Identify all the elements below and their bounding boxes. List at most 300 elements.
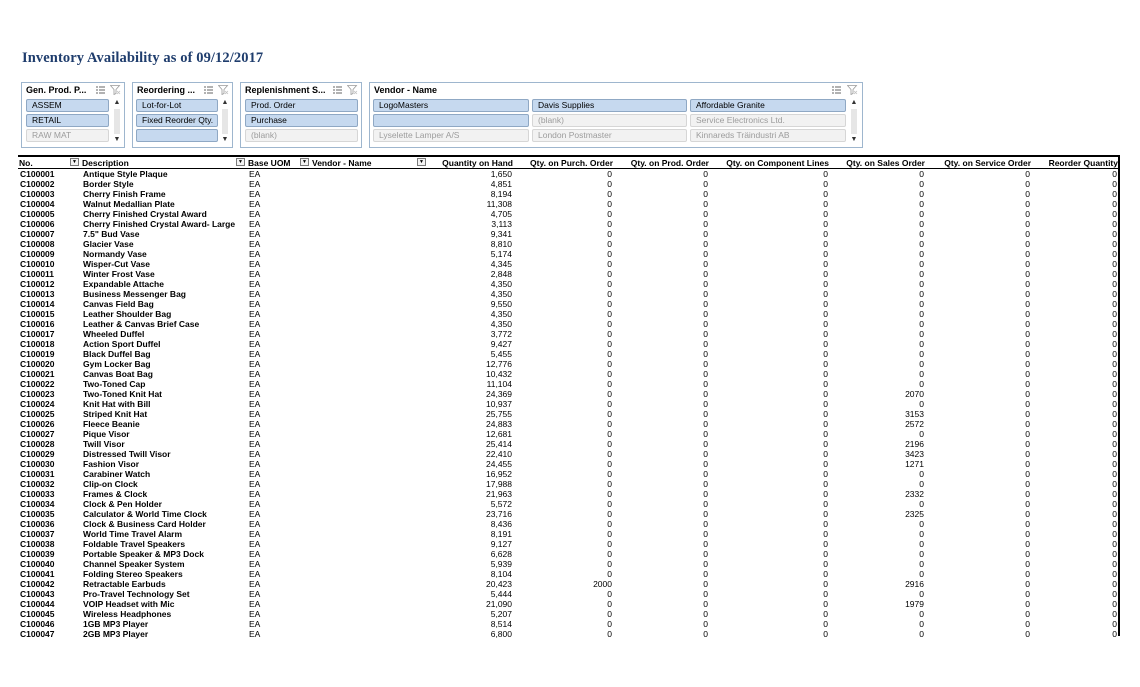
table-cell[interactable]: C100037 [20, 529, 55, 539]
table-cell[interactable]: C100032 [20, 479, 55, 489]
table-cell[interactable]: 0 [1112, 179, 1117, 189]
table-cell[interactable]: C100011 [20, 269, 55, 279]
table-cell[interactable]: 0 [1112, 439, 1117, 449]
table-cell[interactable]: C100036 [20, 519, 55, 529]
table-cell[interactable]: 0 [919, 289, 924, 299]
table-cell[interactable]: C100018 [20, 339, 55, 349]
table-cell[interactable]: 0 [919, 469, 924, 479]
table-cell[interactable]: 0 [823, 359, 828, 369]
table-cell[interactable]: 0 [703, 429, 708, 439]
table-cell[interactable]: EA [249, 429, 261, 439]
table-cell[interactable]: 0 [1025, 519, 1030, 529]
table-cell[interactable]: 0 [1025, 509, 1030, 519]
table-cell[interactable]: 0 [1025, 199, 1030, 209]
table-cell[interactable]: 0 [703, 389, 708, 399]
table-cell[interactable]: Gym Locker Bag [83, 359, 151, 369]
table-cell[interactable]: C100009 [20, 249, 55, 259]
table-cell[interactable]: 0 [1112, 339, 1117, 349]
table-cell[interactable]: 0 [1112, 429, 1117, 439]
table-cell[interactable]: 6,800 [490, 629, 512, 639]
scroll-track[interactable] [114, 109, 120, 134]
table-cell[interactable]: 0 [823, 379, 828, 389]
scroll-down-icon[interactable]: ▼ [113, 136, 121, 143]
scroll-up-icon[interactable]: ▲ [113, 99, 121, 106]
table-cell[interactable]: C100005 [20, 209, 55, 219]
table-cell[interactable]: 0 [919, 339, 924, 349]
table-cell[interactable]: Fleece Beanie [83, 419, 140, 429]
table-cell[interactable]: 10,937 [486, 399, 512, 409]
table-cell[interactable]: C100025 [20, 409, 55, 419]
table-cell[interactable] [311, 289, 428, 299]
table-cell[interactable] [311, 229, 428, 239]
table-cell[interactable]: EA [249, 499, 261, 509]
table-cell[interactable]: EA [249, 379, 261, 389]
table-cell[interactable]: 0 [607, 599, 612, 609]
table-cell[interactable]: 0 [1025, 339, 1030, 349]
table-cell[interactable]: 0 [1112, 469, 1117, 479]
table-cell[interactable]: Knit Hat with Bill [83, 399, 151, 409]
table-cell[interactable]: 0 [1025, 459, 1030, 469]
table-cell[interactable]: C100028 [20, 439, 55, 449]
table-cell[interactable]: 0 [919, 259, 924, 269]
table-cell[interactable]: 0 [607, 629, 612, 639]
table-cell[interactable]: 0 [703, 379, 708, 389]
table-cell[interactable]: 0 [1025, 429, 1030, 439]
table-cell[interactable]: EA [249, 439, 261, 449]
table-cell[interactable]: 0 [919, 329, 924, 339]
table-cell[interactable]: 0 [1025, 589, 1030, 599]
table-cell[interactable]: 0 [919, 479, 924, 489]
table-cell[interactable]: 12,681 [486, 429, 512, 439]
table-cell[interactable]: 0 [703, 409, 708, 419]
table-cell[interactable]: C100017 [20, 329, 55, 339]
table-cell[interactable]: EA [249, 229, 261, 239]
table-cell[interactable]: 4,350 [490, 279, 512, 289]
table-cell[interactable] [311, 209, 428, 219]
table-cell[interactable]: Folding Stereo Speakers [83, 569, 183, 579]
table-cell[interactable]: 0 [919, 549, 924, 559]
table-cell[interactable]: 0 [1112, 279, 1117, 289]
table-cell[interactable]: 0 [1025, 539, 1030, 549]
table-cell[interactable]: C100003 [20, 189, 55, 199]
table-cell[interactable]: 0 [703, 449, 708, 459]
table-cell[interactable]: C100042 [20, 579, 55, 589]
table-cell[interactable]: 0 [703, 279, 708, 289]
slicer-item[interactable]: Affordable Granite [690, 99, 846, 112]
table-cell[interactable]: 0 [1112, 219, 1117, 229]
table-cell[interactable]: EA [249, 509, 261, 519]
table-cell[interactable]: 0 [607, 479, 612, 489]
table-cell[interactable]: C100012 [20, 279, 55, 289]
table-cell[interactable]: Distressed Twill Visor [83, 449, 171, 459]
table-cell[interactable]: 3423 [905, 449, 924, 459]
table-cell[interactable] [311, 389, 428, 399]
table-cell[interactable]: 9,427 [490, 339, 512, 349]
table-cell[interactable]: 0 [919, 299, 924, 309]
table-cell[interactable]: 0 [823, 579, 828, 589]
table-cell[interactable]: 0 [1112, 169, 1117, 179]
table-cell[interactable]: Black Duffel Bag [83, 349, 151, 359]
table-cell[interactable] [311, 479, 428, 489]
table-cell[interactable]: 0 [1025, 249, 1030, 259]
table-cell[interactable]: C100047 [20, 629, 55, 639]
table-cell[interactable] [311, 269, 428, 279]
table-cell[interactable]: Clock & Business Card Holder [83, 519, 206, 529]
table-cell[interactable]: 0 [703, 259, 708, 269]
table-cell[interactable]: 0 [1025, 179, 1030, 189]
table-cell[interactable]: 0 [703, 479, 708, 489]
table-cell[interactable]: 4,705 [490, 209, 512, 219]
table-cell[interactable]: EA [249, 199, 261, 209]
table-cell[interactable]: 0 [919, 369, 924, 379]
table-cell[interactable]: 0 [703, 339, 708, 349]
multi-select-icon[interactable] [332, 85, 343, 95]
col-header-reorder-quantity[interactable]: Reorder Quantity [1032, 156, 1119, 169]
scroll-down-icon[interactable]: ▼ [221, 136, 229, 143]
table-cell[interactable]: 8,514 [490, 619, 512, 629]
table-cell[interactable]: 20,423 [486, 579, 512, 589]
slicer-item[interactable]: Lyselette Lamper A/S [373, 129, 529, 142]
table-cell[interactable]: EA [249, 409, 261, 419]
table-cell[interactable] [311, 569, 428, 579]
table-cell[interactable]: 0 [1112, 349, 1117, 359]
table-cell[interactable]: 0 [1025, 169, 1030, 179]
table-cell[interactable]: 0 [1025, 409, 1030, 419]
table-cell[interactable]: EA [249, 369, 261, 379]
table-cell[interactable]: 0 [607, 519, 612, 529]
slicer-replenishment-system[interactable] [240, 82, 362, 148]
table-cell[interactable]: 0 [1025, 479, 1030, 489]
table-cell[interactable]: 11,104 [486, 379, 512, 389]
table-cell[interactable]: EA [249, 359, 261, 369]
table-cell[interactable]: 0 [823, 619, 828, 629]
table-cell[interactable]: 3153 [905, 409, 924, 419]
table-cell[interactable]: 0 [1112, 499, 1117, 509]
table-cell[interactable]: EA [249, 399, 261, 409]
table-cell[interactable]: 0 [1112, 369, 1117, 379]
table-cell[interactable] [311, 449, 428, 459]
table-cell[interactable]: 0 [823, 509, 828, 519]
table-cell[interactable]: EA [249, 519, 261, 529]
table-cell[interactable] [311, 579, 428, 589]
table-cell[interactable]: 0 [1025, 579, 1030, 589]
table-cell[interactable]: 0 [919, 209, 924, 219]
table-cell[interactable]: 17,988 [486, 479, 512, 489]
table-cell[interactable]: 11,308 [486, 199, 512, 209]
table-cell[interactable]: 0 [1025, 189, 1030, 199]
table-cell[interactable]: 0 [1025, 499, 1030, 509]
table-cell[interactable]: Clock & Pen Holder [83, 499, 162, 509]
table-cell[interactable]: 0 [607, 499, 612, 509]
table-cell[interactable]: EA [249, 629, 261, 639]
table-cell[interactable]: 0 [703, 269, 708, 279]
table-cell[interactable]: 0 [607, 319, 612, 329]
table-cell[interactable]: 0 [607, 549, 612, 559]
table-cell[interactable] [311, 249, 428, 259]
table-cell[interactable]: 0 [703, 239, 708, 249]
table-cell[interactable]: 0 [919, 529, 924, 539]
table-cell[interactable]: C100001 [20, 169, 55, 179]
table-cell[interactable]: 0 [607, 239, 612, 249]
slicer-item[interactable]: London Postmaster [532, 129, 687, 142]
table-cell[interactable]: C100029 [20, 449, 55, 459]
table-cell[interactable] [311, 239, 428, 249]
table-cell[interactable]: 4,851 [490, 179, 512, 189]
table-cell[interactable]: 0 [1112, 479, 1117, 489]
table-cell[interactable]: EA [249, 449, 261, 459]
table-cell[interactable]: 0 [703, 399, 708, 409]
table-cell[interactable]: 0 [1112, 299, 1117, 309]
table-cell[interactable] [311, 609, 428, 619]
table-cell[interactable]: Cherry Finished Crystal Award [83, 209, 207, 219]
table-cell[interactable]: 0 [1112, 459, 1117, 469]
table-cell[interactable]: 0 [607, 589, 612, 599]
table-cell[interactable]: 0 [703, 589, 708, 599]
table-cell[interactable]: 0 [607, 389, 612, 399]
table-cell[interactable]: Antique Style Plaque [83, 169, 168, 179]
table-cell[interactable]: 0 [703, 179, 708, 189]
slicer-item[interactable] [373, 114, 529, 127]
table-cell[interactable]: 0 [1112, 359, 1117, 369]
table-cell[interactable]: 0 [607, 299, 612, 309]
table-cell[interactable]: 2196 [905, 439, 924, 449]
table-cell[interactable]: 0 [1112, 549, 1117, 559]
table-cell[interactable]: 21,963 [486, 489, 512, 499]
table-cell[interactable]: 0 [1025, 379, 1030, 389]
table-cell[interactable]: 8,104 [490, 569, 512, 579]
table-cell[interactable]: 0 [919, 539, 924, 549]
multi-select-icon[interactable] [831, 85, 842, 95]
table-cell[interactable]: World Time Travel Alarm [83, 529, 183, 539]
table-cell[interactable]: C100043 [20, 589, 55, 599]
table-cell[interactable]: 8,194 [490, 189, 512, 199]
table-cell[interactable]: 0 [919, 359, 924, 369]
table-cell[interactable]: 0 [823, 409, 828, 419]
table-cell[interactable]: 0 [607, 279, 612, 289]
table-cell[interactable]: C100004 [20, 199, 55, 209]
table-cell[interactable]: 0 [823, 599, 828, 609]
slicer-gen-prod-posting-group[interactable] [21, 82, 125, 148]
table-cell[interactable] [311, 189, 428, 199]
table-cell[interactable]: 0 [1112, 489, 1117, 499]
table-cell[interactable]: 0 [1112, 609, 1117, 619]
table-cell[interactable]: 0 [703, 459, 708, 469]
table-cell[interactable]: Wisper-Cut Vase [83, 259, 150, 269]
table-cell[interactable]: 0 [607, 459, 612, 469]
slicer-item[interactable]: (blank) [532, 114, 687, 127]
table-cell[interactable]: Winter Frost Vase [83, 269, 155, 279]
filter-dropdown-icon[interactable]: ▼ [236, 158, 245, 166]
table-cell[interactable]: 0 [1025, 309, 1030, 319]
table-cell[interactable]: 0 [703, 559, 708, 569]
table-cell[interactable]: 0 [823, 549, 828, 559]
table-cell[interactable]: 0 [823, 329, 828, 339]
table-cell[interactable]: 0 [919, 219, 924, 229]
col-header-description[interactable] [81, 156, 247, 169]
table-cell[interactable]: 0 [703, 579, 708, 589]
table-cell[interactable]: 0 [919, 629, 924, 639]
table-cell[interactable]: 0 [1112, 379, 1117, 389]
table-cell[interactable]: 0 [823, 349, 828, 359]
table-cell[interactable]: 0 [919, 199, 924, 209]
table-cell[interactable]: 0 [1112, 229, 1117, 239]
table-cell[interactable]: 25,414 [486, 439, 512, 449]
table-cell[interactable]: 0 [1112, 319, 1117, 329]
table-cell[interactable] [311, 369, 428, 379]
table-cell[interactable]: Two-Toned Knit Hat [83, 389, 163, 399]
table-cell[interactable]: 0 [607, 349, 612, 359]
table-cell[interactable]: C100035 [20, 509, 55, 519]
slicer-item[interactable]: Prod. Order [245, 99, 358, 112]
table-cell[interactable]: EA [249, 279, 261, 289]
table-cell[interactable]: 0 [1025, 629, 1030, 639]
table-cell[interactable]: EA [249, 339, 261, 349]
table-cell[interactable]: Canvas Field Bag [83, 299, 154, 309]
table-cell[interactable]: 0 [823, 369, 828, 379]
table-cell[interactable]: 0 [919, 519, 924, 529]
table-cell[interactable]: Leather Shoulder Bag [83, 309, 172, 319]
table-cell[interactable]: 0 [1112, 309, 1117, 319]
table-cell[interactable]: 0 [919, 569, 924, 579]
table-cell[interactable]: 2070 [905, 389, 924, 399]
table-cell[interactable]: EA [249, 549, 261, 559]
slicer-reordering-policy[interactable] [132, 82, 233, 148]
table-cell[interactable]: 0 [607, 609, 612, 619]
table-cell[interactable]: 0 [823, 519, 828, 529]
table-cell[interactable]: 0 [607, 449, 612, 459]
table-cell[interactable]: 0 [919, 169, 924, 179]
table-cell[interactable]: EA [249, 309, 261, 319]
slicer-item[interactable]: Fixed Reorder Qty. [136, 114, 218, 127]
table-cell[interactable]: 0 [823, 429, 828, 439]
table-cell[interactable]: 0 [703, 499, 708, 509]
table-cell[interactable]: 0 [1112, 209, 1117, 219]
table-cell[interactable]: 0 [607, 209, 612, 219]
table-cell[interactable]: 0 [823, 289, 828, 299]
table-cell[interactable]: 9,341 [490, 229, 512, 239]
table-cell[interactable] [311, 399, 428, 409]
table-cell[interactable] [311, 459, 428, 469]
table-cell[interactable]: 0 [919, 319, 924, 329]
table-cell[interactable]: 0 [823, 259, 828, 269]
table-cell[interactable] [311, 259, 428, 269]
table-cell[interactable]: 0 [1112, 569, 1117, 579]
slicer-item[interactable]: (blank) [245, 129, 358, 142]
table-cell[interactable]: 0 [823, 199, 828, 209]
table-cell[interactable]: 0 [1112, 539, 1117, 549]
table-cell[interactable]: 0 [823, 279, 828, 289]
table-cell[interactable]: EA [249, 529, 261, 539]
table-cell[interactable]: C100006 [20, 219, 55, 229]
filter-dropdown-icon[interactable]: ▼ [70, 158, 79, 166]
table-cell[interactable]: EA [249, 389, 261, 399]
table-cell[interactable]: 0 [1025, 559, 1030, 569]
table-cell[interactable]: 0 [703, 519, 708, 529]
scroll-up-icon[interactable]: ▲ [221, 99, 229, 106]
table-cell[interactable]: Walnut Medallian Plate [83, 199, 175, 209]
slicer-item[interactable]: RAW MAT [26, 129, 109, 142]
table-cell[interactable]: 0 [1025, 449, 1030, 459]
table-cell[interactable]: 0 [823, 399, 828, 409]
table-cell[interactable]: 0 [607, 509, 612, 519]
table-cell[interactable]: 2325 [905, 509, 924, 519]
table-cell[interactable] [311, 169, 428, 180]
table-cell[interactable]: 0 [1025, 549, 1030, 559]
table-cell[interactable]: 0 [1112, 419, 1117, 429]
table-cell[interactable]: EA [249, 569, 261, 579]
col-header-vendor-name[interactable] [311, 156, 428, 169]
table-cell[interactable]: 9,550 [490, 299, 512, 309]
table-cell[interactable]: EA [249, 249, 261, 259]
table-cell[interactable]: 0 [1112, 239, 1117, 249]
table-cell[interactable]: 0 [823, 569, 828, 579]
table-cell[interactable]: EA [249, 239, 261, 249]
table-cell[interactable]: Frames & Clock [83, 489, 148, 499]
scroll-down-icon[interactable]: ▼ [850, 136, 858, 143]
table-cell[interactable]: Fashion Visor [83, 459, 140, 469]
table-cell[interactable]: 2332 [905, 489, 924, 499]
table-cell[interactable]: 8,436 [490, 519, 512, 529]
table-cell[interactable]: 0 [1025, 279, 1030, 289]
table-cell[interactable]: 0 [823, 229, 828, 239]
table-cell[interactable]: EA [249, 619, 261, 629]
table-cell[interactable] [311, 199, 428, 209]
table-cell[interactable]: 4,350 [490, 319, 512, 329]
table-cell[interactable]: 0 [703, 289, 708, 299]
table-cell[interactable]: 0 [1112, 289, 1117, 299]
table-cell[interactable]: 0 [607, 179, 612, 189]
scroll-track[interactable] [222, 109, 228, 134]
table-cell[interactable]: 0 [823, 439, 828, 449]
table-cell[interactable]: 9,127 [490, 539, 512, 549]
table-cell[interactable]: 0 [607, 439, 612, 449]
table-cell[interactable] [311, 309, 428, 319]
table-cell[interactable]: 0 [823, 269, 828, 279]
table-cell[interactable]: 0 [607, 469, 612, 479]
table-cell[interactable]: 2,848 [490, 269, 512, 279]
col-header-quantity-on-hand[interactable]: Quantity on Hand [428, 156, 514, 169]
table-cell[interactable]: 0 [919, 559, 924, 569]
table-cell[interactable]: Two-Toned Cap [83, 379, 146, 389]
table-cell[interactable]: 0 [919, 429, 924, 439]
table-cell[interactable]: 0 [607, 289, 612, 299]
table-cell[interactable]: 0 [607, 419, 612, 429]
table-cell[interactable]: 0 [823, 339, 828, 349]
table-cell[interactable]: EA [249, 269, 261, 279]
table-cell[interactable]: 0 [607, 189, 612, 199]
table-cell[interactable]: Portable Speaker & MP3 Dock [83, 549, 204, 559]
table-cell[interactable] [311, 629, 428, 639]
table-cell[interactable]: 1GB MP3 Player [83, 619, 149, 629]
table-cell[interactable]: 0 [703, 229, 708, 239]
table-cell[interactable]: 0 [823, 589, 828, 599]
table-cell[interactable]: EA [249, 459, 261, 469]
slicer-item[interactable]: Lot-for-Lot [136, 99, 218, 112]
table-cell[interactable]: C100015 [20, 309, 55, 319]
table-cell[interactable]: 0 [703, 569, 708, 579]
table-cell[interactable]: 0 [919, 179, 924, 189]
table-cell[interactable] [311, 619, 428, 629]
table-cell[interactable] [311, 509, 428, 519]
table-cell[interactable]: EA [249, 319, 261, 329]
table-cell[interactable]: C100019 [20, 349, 55, 359]
table-cell[interactable]: C100014 [20, 299, 55, 309]
table-cell[interactable]: 0 [1025, 319, 1030, 329]
table-cell[interactable]: 0 [1025, 259, 1030, 269]
table-cell[interactable]: 0 [823, 419, 828, 429]
table-cell[interactable]: EA [249, 469, 261, 479]
table-cell[interactable]: 0 [1025, 389, 1030, 399]
